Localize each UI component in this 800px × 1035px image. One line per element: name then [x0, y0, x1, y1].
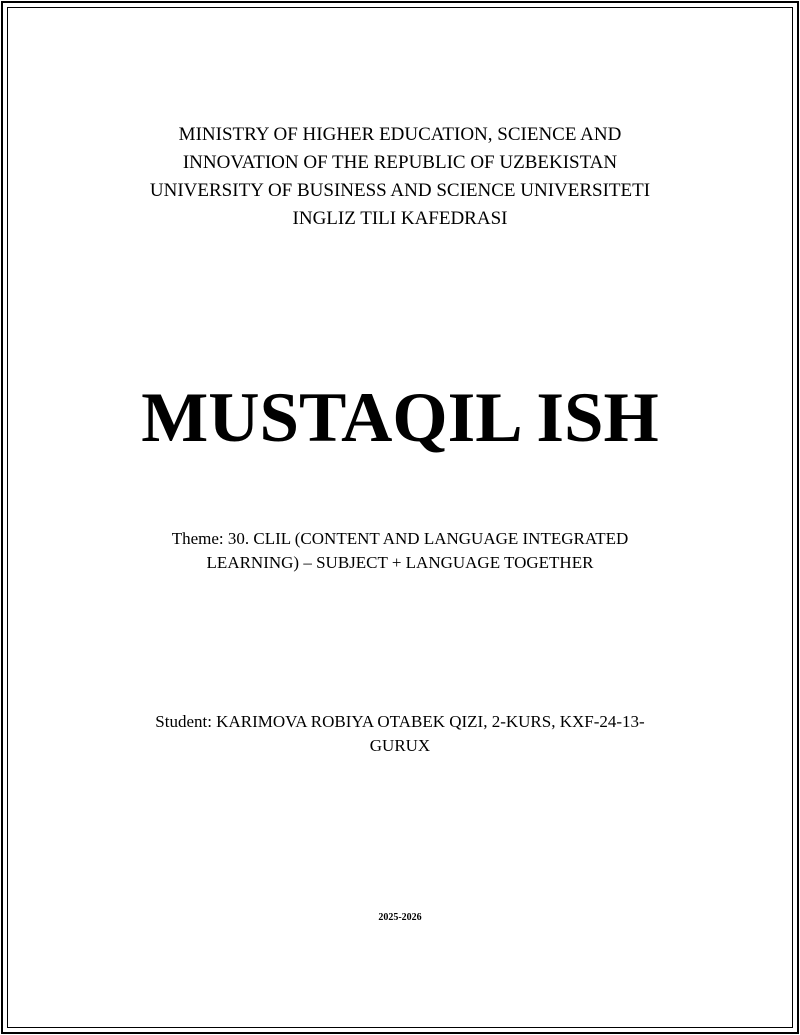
institution-header — [0, 121, 800, 233]
header-line: INGLIZ TILI KAFEDRASI — [292, 208, 508, 229]
student-line: Student: KARIMOVA ROBIYA OTABEK QIZI, 2-KURS, KXF-24-13- — [155, 712, 645, 731]
header-line: UNIVERSITY OF BUSINESS AND SCIENCE UNIVERSITETI — [149, 180, 651, 201]
student-block — [0, 710, 800, 758]
theme-line: Theme: 30. CLIL (CONTENT AND LANGUAGE INTEGRATED — [171, 529, 629, 548]
header-line: MINISTRY OF HIGHER EDUCATION, SCIENCE AND — [178, 124, 622, 145]
document-title: MUSTAQIL ISH — [141, 379, 659, 457]
academic-year: 2025-2026 — [378, 912, 422, 923]
header-line: INNOVATION OF THE REPUBLIC OF UZBEKISTAN — [182, 152, 618, 173]
student-line: GURUX — [369, 736, 431, 755]
theme-block — [0, 527, 800, 575]
theme-line: LEARNING) – SUBJECT + LANGUAGE TOGETHER — [206, 553, 594, 572]
